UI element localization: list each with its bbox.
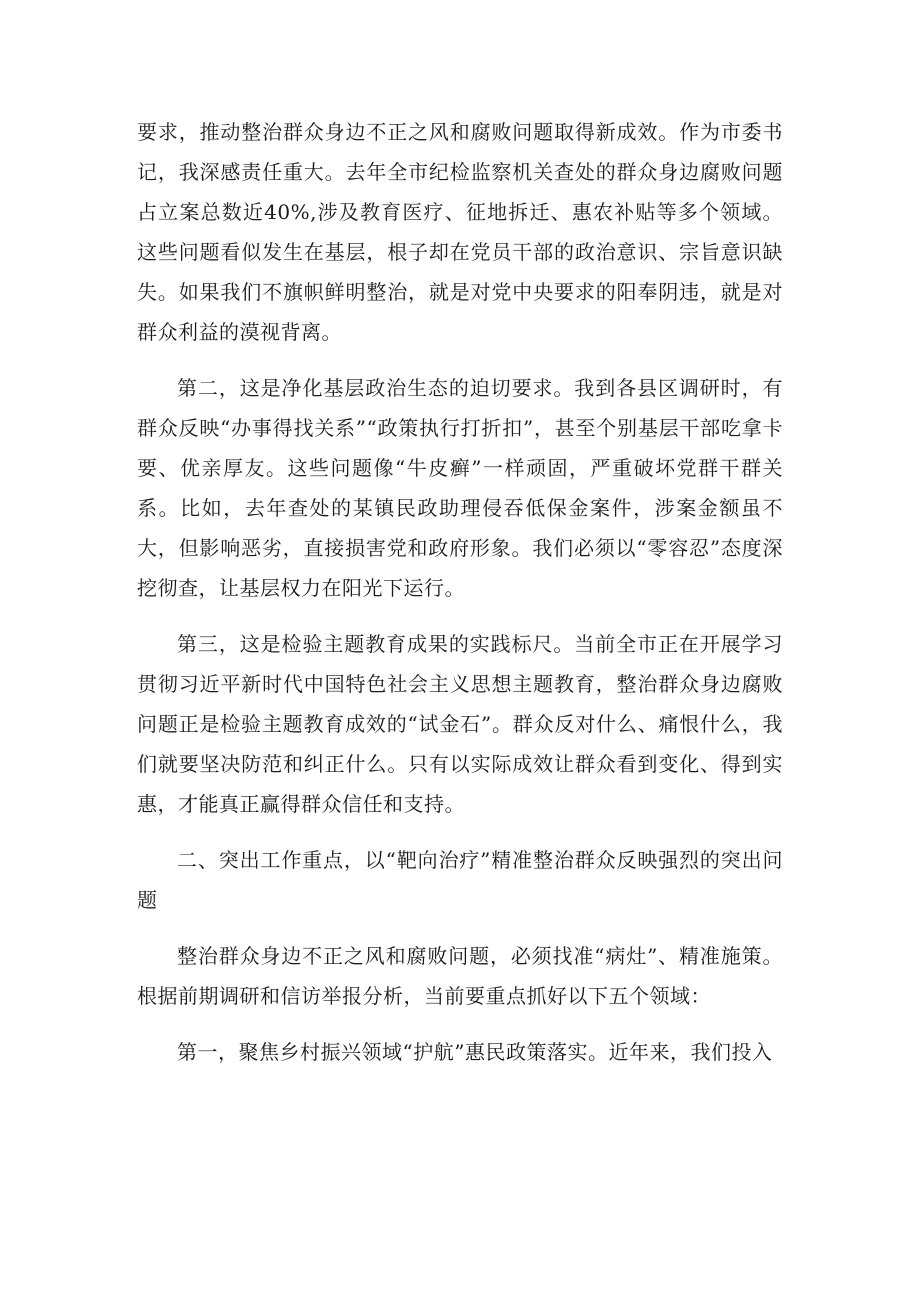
paragraph-line: 第三，这是检验主题教育成果的实践标尺。当前全市正在开展学习贯 xyxy=(137,632,783,696)
paragraph xyxy=(137,840,783,920)
paragraph-line: 题 xyxy=(137,888,158,912)
paragraph-line: 似发生在基层，根子却在党员干部的政治意识、宗旨意识缺失。如果我们 xyxy=(137,240,783,304)
paragraph-line: 背离。 xyxy=(280,320,342,344)
paragraph xyxy=(137,936,783,1016)
paragraph-line: 深挖彻查，让基层权力在阳光下运行。 xyxy=(137,536,783,600)
paragraph-line: 整治群众身边不正之风和腐败问题，必须找准“病灶”、精准施策。 xyxy=(177,944,783,968)
paragraph xyxy=(137,624,783,824)
paragraph xyxy=(137,1032,783,1072)
paragraph-line: 第一，聚焦乡村振兴领域“护航”惠民政策落实。近年来，我们投入 xyxy=(177,1040,773,1064)
paragraph-line: 众反映“办事得找关系”“政策执行打折扣”，甚至个别基层干部吃拿 xyxy=(157,416,763,440)
paragraph-line: 二、突出工作重点，以“靶向治疗”精准整治群众反映强烈的突出问 xyxy=(177,848,783,872)
paragraph-line: 题正是检验主题教育成效的“试金石”。群众反对什么、痛恨什么，我 xyxy=(157,712,784,736)
paragraph-line: 大，但影响恶劣，直接损害党和政府形象。我们必须以“零容忍”态度 xyxy=(137,536,763,560)
paragraph-line: 要求，推动整治群众身边不正之风和腐败问题取得新成效。作为市委书记， xyxy=(137,120,783,184)
document-body xyxy=(137,112,783,1088)
paragraph-line: 根据前期调研和信访举报分析，当前要重点抓好以下五个领域： xyxy=(137,984,711,1008)
paragraph-line: 惠，才能真正赢得群众信任和支持。 xyxy=(137,792,465,816)
paragraph-line: 们就要坚决防范和纠正什么。只有以实际成效让群众看到变化、得到实 xyxy=(137,752,783,776)
paragraph-line: 关系。比如，去年查处的某镇民政助理侵吞低保金案件，涉案金额虽不 xyxy=(137,456,783,520)
paragraph xyxy=(137,368,783,608)
paragraph-line: 卡要、优亲厚友。这些问题像“牛皮癣”一样顽固，严重破坏党群干群 xyxy=(137,416,783,480)
paragraph-line: 彻习近平新时代中国特色社会主义思想主题教育，整治群众身边腐败问 xyxy=(137,672,784,736)
paragraph-line: 不旗帜鲜明整治，就是对党中央要求的阳奉阴违，就是对群众利益的漠视 xyxy=(137,280,784,344)
paragraph-line: 第二，这是净化基层政治生态的迫切要求。我到各县区调研时，有群 xyxy=(137,376,783,440)
paragraph-line: 我深感责任重大。去年全市纪检监察机关查处的群众身边腐败问题占立案 xyxy=(137,160,784,224)
paragraph xyxy=(137,112,783,352)
paragraph-line: 总数近40%,涉及教育医疗、征地拆迁、惠农补贴等多个领域。这些问题看 xyxy=(137,200,784,264)
